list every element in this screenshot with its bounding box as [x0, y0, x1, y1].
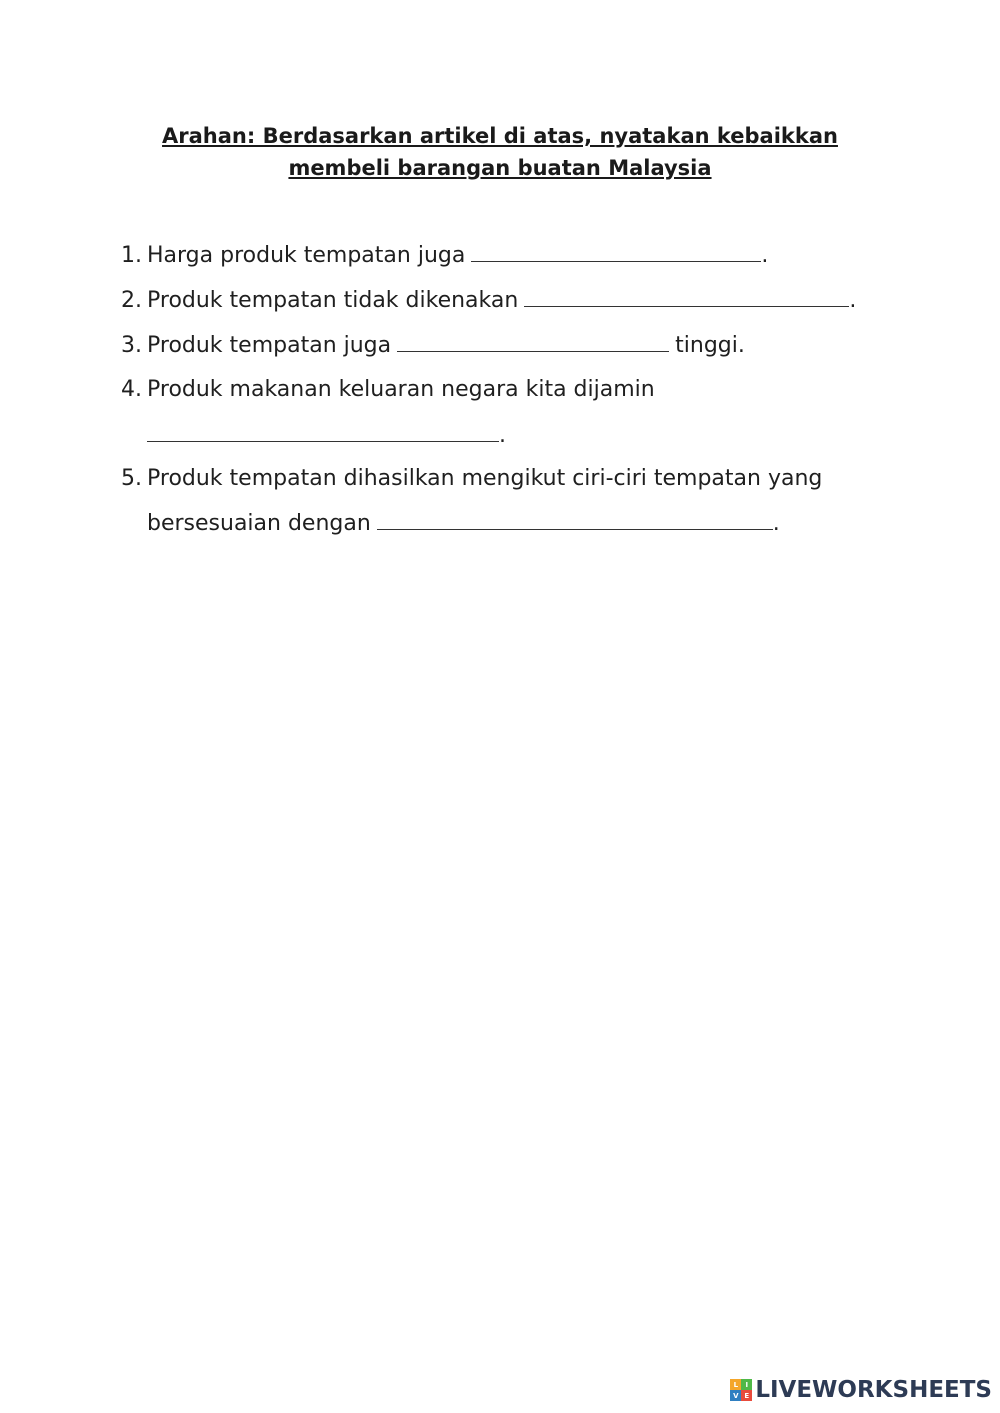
- logo-letter-i: I: [741, 1379, 752, 1390]
- question-text: Harga produk tempatan juga: [147, 243, 466, 268]
- logo-letter-e: E: [741, 1390, 752, 1401]
- instructions-line-2: membeli barangan buatan Malaysia: [288, 156, 712, 180]
- answer-blank-4[interactable]: [147, 423, 499, 442]
- question-suffix: tinggi.: [675, 333, 745, 358]
- question-text: Produk tempatan dihasilkan mengikut ciri-ciri tempatan yang: [147, 466, 823, 491]
- logo-letter-v: V: [730, 1390, 741, 1401]
- question-text-continued: bersesuaian dengan: [147, 511, 371, 536]
- question-5-continued: [147, 509, 780, 539]
- question-number: 1.: [121, 243, 142, 268]
- answer-blank-3[interactable]: [397, 333, 669, 352]
- question-number: 3.: [121, 333, 142, 358]
- question-number: 5.: [121, 466, 142, 491]
- question-suffix: .: [499, 423, 506, 448]
- logo-text: LIVEWORKSHEETS: [755, 1377, 992, 1403]
- question-text: Produk tempatan tidak dikenakan: [147, 288, 519, 313]
- answer-blank-1[interactable]: [471, 243, 761, 262]
- question-number: 4.: [121, 377, 142, 402]
- question-suffix: .: [772, 511, 780, 536]
- logo-icon: [730, 1379, 752, 1401]
- question-number: 2.: [121, 288, 142, 313]
- liveworksheets-logo: [730, 1375, 992, 1405]
- answer-blank-5[interactable]: [377, 511, 773, 530]
- question-text: Produk tempatan juga: [147, 333, 392, 358]
- answer-blank-2[interactable]: [524, 288, 849, 307]
- question-suffix: .: [849, 288, 857, 313]
- instructions-line-1: Arahan: Berdasarkan artikel di atas, nyatakan kebaikkan: [162, 124, 838, 148]
- question-text: Produk makanan keluaran negara kita dijamin: [147, 377, 655, 402]
- logo-letter-l: L: [730, 1379, 741, 1390]
- question-suffix: .: [761, 243, 769, 268]
- question-4-answer-line: [147, 421, 506, 451]
- instructions-heading: [0, 120, 1000, 184]
